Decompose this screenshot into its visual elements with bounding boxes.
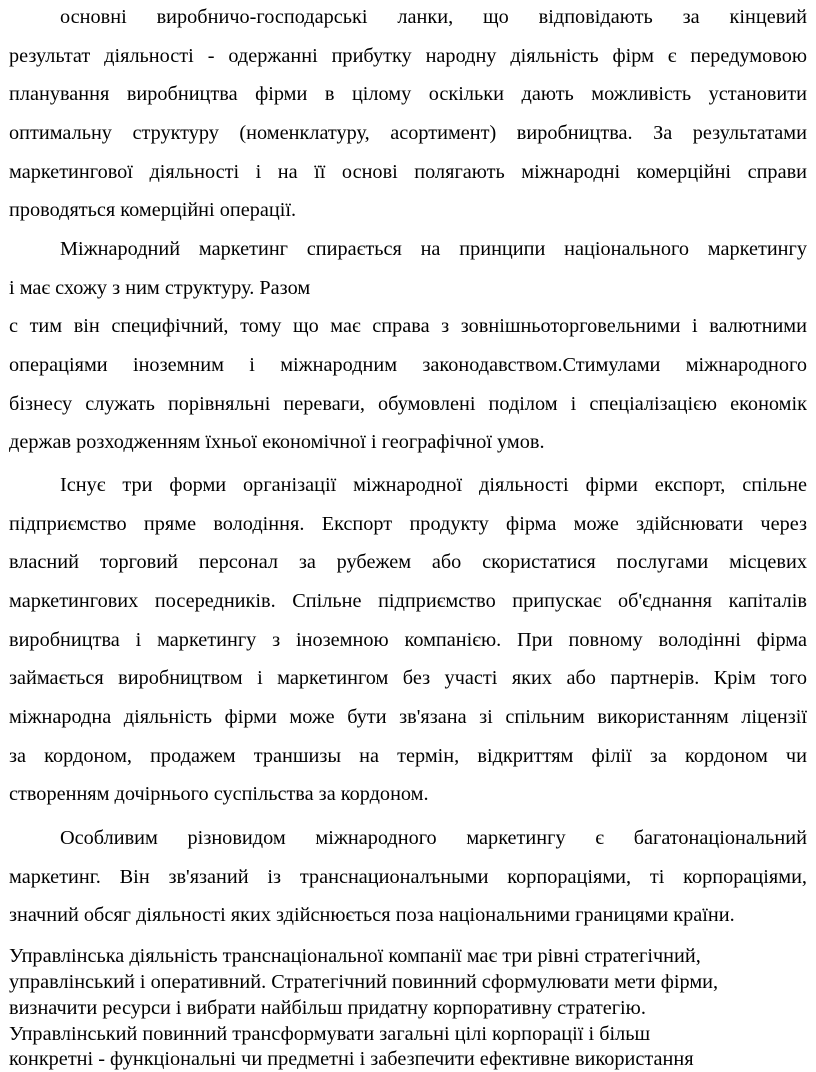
paragraph-3-line-5: виробництва і маркетингу з іноземною компанією. При повному володінні фірма [9,629,807,651]
paragraph-2-line-3: с тим він специфічний, тому що має справа з зовнішньоторговельними і валютними [9,315,807,337]
paragraph-5-line-3: визначити ресурси і вибрати найбільш придатну корпоративну стратегію. [9,997,646,1019]
paragraph-1-line-1: основні виробничо-господарські ланки, що відповідають за кінцевий [60,6,807,28]
paragraph-3-line-9: створенням дочірнього суспільства за кордоном. [9,783,429,805]
paragraph-3-line-3: власний торговий персонал за рубежем або скористатися послугами місцевих [9,551,807,573]
paragraph-5-line-2: управлінський і оперативний. Стратегічний повинний сформулювати мети фірми, [9,971,719,993]
paragraph-3-line-8: за кордоном, продажем траншизы на термін, відкриттям філії за кордоном чи [9,745,807,767]
paragraph-2-line-5: бізнесу служать порівняльні переваги, обумовлені поділом і спеціалізацією економік [9,393,807,415]
paragraph-3-line-4: маркетингових посередників. Спільне підприємство припускає об'єднання капіталів [9,590,807,612]
paragraph-5-line-1: Управлінська діяльність транснаціональної компанії має три рівні стратегічний, [9,945,701,967]
paragraph-1-line-3: планування виробництва фірми в цілому оскільки дають можливість установити [9,83,807,105]
paragraph-4-line-2: маркетинг. Він зв'язаний із транснационалъными корпораціями, ті корпораціями, [9,866,807,888]
paragraph-4-line-3: значний обсяг діяльності яких здійснюється поза національними границями країни. [9,904,735,926]
paragraph-2-line-1: Міжнародний маркетинг спирається на принципи національного маркетингу [60,238,807,260]
paragraph-2-line-4: операціями іноземним і міжнародним законодавством.Стимулами міжнародного [9,354,807,376]
paragraph-5-line-5: конкретні - функціональні чи предметні і забезпечити ефективне використання [9,1048,694,1070]
paragraph-5-line-4: Управлінський повинний трансформувати загальні цілі корпорації і більш [9,1023,651,1045]
paragraph-1-line-2: результат діяльності - одержанні прибутку народну діяльність фірм є передумовою [9,45,807,67]
paragraph-3-line-1: Існує три форми організації міжнародної діяльності фірми експорт, спільне [60,474,807,496]
paragraph-1-line-6: проводяться комерційні операції. [9,199,297,221]
paragraph-1-line-5: маркетингової діяльності і на її основі полягають міжнародні комерційні справи [9,161,807,183]
paragraph-3-line-6: займається виробництвом і маркетингом без участі яких або партнерів. Крім того [9,667,807,689]
paragraph-2-line-2: і має схожу з ним структуру. Разом [9,277,311,299]
paragraph-1-line-4: оптимальну структуру (номенклатуру, асортимент) виробництва. За результатами [9,122,807,144]
paragraph-3-line-2: підприємство пряме володіння. Експорт продукту фірма може здійснювати через [9,513,807,535]
paragraph-4-line-1: Особливим різновидом міжнародного маркетингу є багатонаціональний [60,827,807,849]
paragraph-3-line-7: міжнародна діяльність фірми може бути зв'язана зі спільним використанням ліцензії [9,706,807,728]
paragraph-2-line-6: держав розходженням їхньої економічної і географічної умов. [9,431,545,453]
